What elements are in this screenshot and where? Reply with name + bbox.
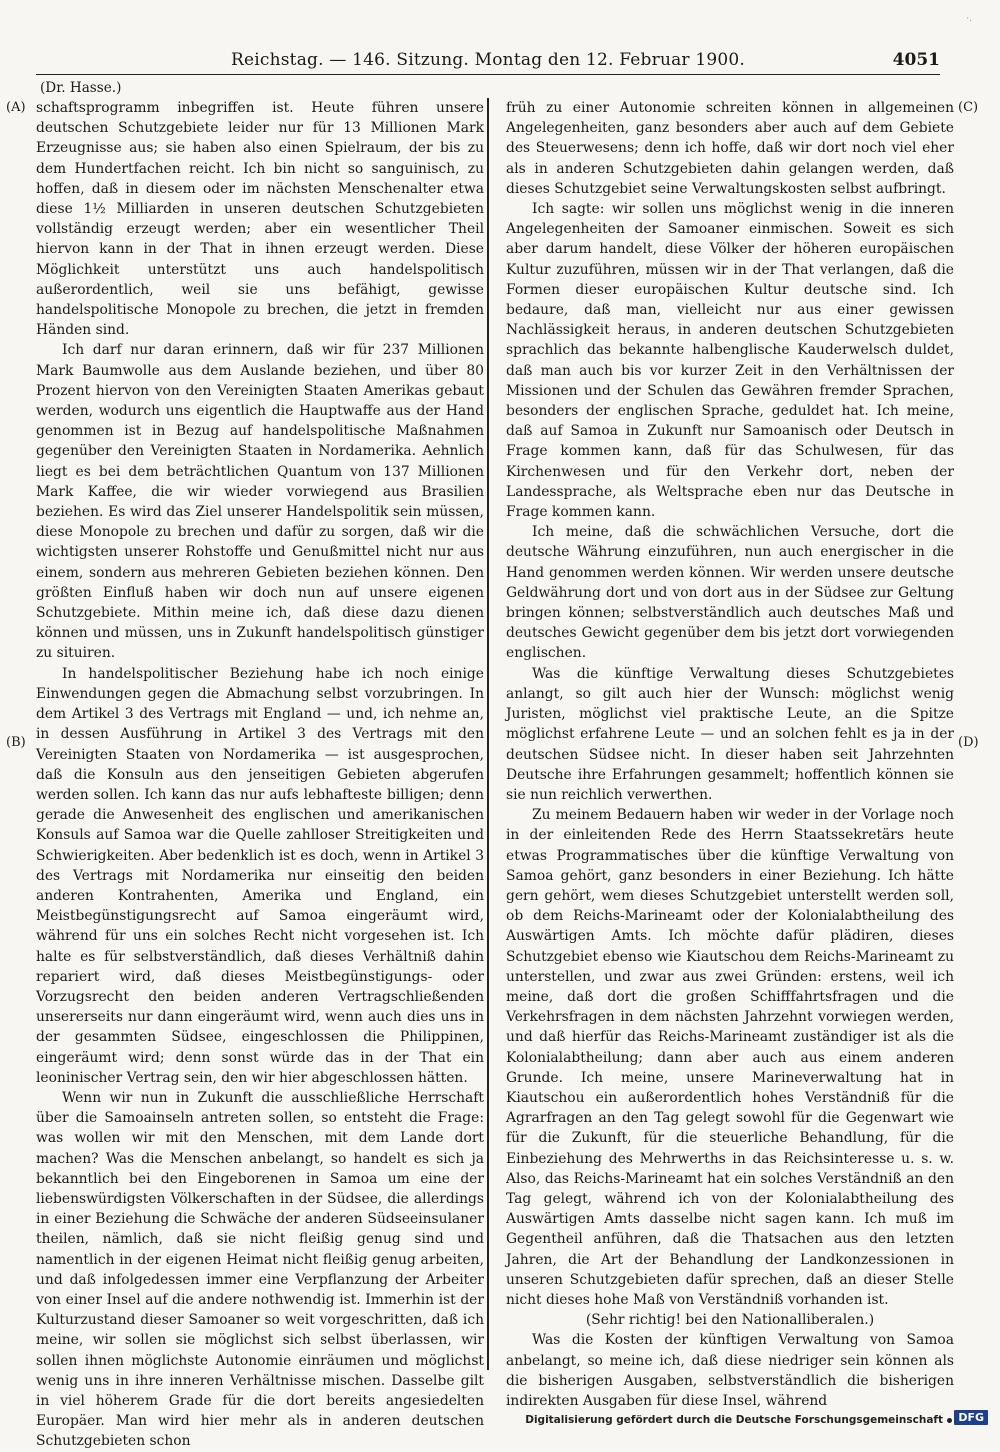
bullet-icon <box>947 1418 952 1423</box>
right-column <box>506 98 954 1411</box>
page-number: 4051 <box>892 50 940 70</box>
paragraph: Ich sagte: wir sollen uns möglichst wenig in die inneren Angelegenheiten der Samoaner einmischen. Soweit es sich aber darum handelt, diese Völker der höheren europäischen Kultur zuzuführen, müssen wir in der That verlangen, daß die Formen dieser europäischen Kultur deutsche sind. Ich bedaure, daß man, vielleicht nur aus einer gewissen Nachlässigkeit heraus, in anderen deutschen Schutzgebieten sprachlich das bekannte halbenglische Kauderwelsch duldet, daß man auch bis vor kurzer Zeit in den Verhältnissen der Missionen und der Schulen das Gewähren fremder Sprachen, besonders der englischen Sprache, geduldet hat. Ich meine, daß auf Samoa in Zukunft nur Samoanisch oder Deutsch in Frage kommen kann, daß für das Schulwesen, für das Kirchenwesen und für den Verkehr dort, neben der Landessprache, als Weltsprache eben nur das Deutsche in Frage kommen kann. <box>506 201 954 521</box>
header-title: Reichstag. — 146. Sitzung. Montag den 12. Februar 1900. <box>230 50 746 70</box>
credit-text: Digitalisierung gefördert durch die Deutsche Forschungsgemeinschaft <box>525 1414 943 1426</box>
paragraph: Was die Kosten der künftigen Verwaltung von Samoa anbelangt, so meine ich, daß diese niedriger sein können als die bisherigen Ausgaben, selbstverständlich die bisherigen indirekten Ausgaben für diese Insel, während <box>506 1332 954 1409</box>
column-divider <box>487 98 489 1370</box>
digitization-credit <box>525 1414 956 1426</box>
paragraph: Ich darf nur daran erinnern, daß wir für 237 Millionen Mark Baumwolle aus dem Auslande beziehen, und über 80 Prozent hiervon von den Vereinigten Staaten Amerikas gebaut werden, wodurch uns eigentlich die Hauptwaffe aus der Hand genommen ist in Bezug auf handelspolitische Maßnahmen gegenüber den Vereinigten Staaten in Nordamerika. Aehnlich liegt es bei dem beträchtlichen Quantum von 137 Millionen Mark Kaffee, die wir wieder vorwiegend aus Brasilien beziehen. Es wird das Ziel unserer Handelspolitik sein müssen, diese Monopole zu brechen und dafür zu sorgen, daß wir die wichtigsten unserer Rohstoffe und Genußmittel nicht nur aus einem, sondern aus mehreren Gebieten beziehen können. Den größten Einfluß haben wir doch nun auf unsere eigenen Schutzgebiete. Mithin meine ich, daß diese dazu dienen können und müssen, uns in Zukunft handelspolitisch günstiger zu situiren. <box>36 342 484 662</box>
margin-marker-d: (D) <box>958 735 979 750</box>
dfg-logo: DFG <box>954 1410 988 1425</box>
paragraph: früh zu einer Autonomie schreiten können in allgemeinen Angelegenheiten, ganz besonders aber auch auf dem Gebiete des Steuerwesens; denn ich hoffe, daß wir dort noch viel eher als in anderen Schutzgebieten dahin gelangen werden, daß dieses Schutzgebiet seine Verwaltungskosten selbst aufbringt. <box>506 100 954 197</box>
paragraph: In handelspolitischer Beziehung habe ich noch einige Einwendungen gegen die Abmachung selbst vorzubringen. In dem Artikel 3 des Vertrags mit England — und, ich nehme an, in dessen Ausführung in Artikel 3 des Vertrags mit den Vereinigten Staaten von Nordamerika — ist ausgesprochen, daß die Konsuln aus den jenseitigen Gebieten abgerufen werden sollen. Ich kann das nur aufs lebhafteste billigen; denn gerade die Anwesenheit des englischen und amerikanischen Konsuls auf Samoa war die Quelle zahlloser Streitigkeiten und Schwierigkeiten. Aber bedenklich ist es doch, wenn in Artikel 3 des Vertrags mit Nordamerika nur einseitig den beiden anderen Kontrahenten, Amerika und England, ein Meistbegünstigungsrecht auf Samoa eingeräumt wird, während für uns ein solches Recht nicht vorgesehen ist. Ich halte es für selbstverständlich, daß dieses Verhältniß dahin repariert wird, daß dieses Meistbegünstigungs- oder Vorzugsrecht den beiden anderen Vertragschließenden unsererseits nur dann eingeräumt wird, wenn auch dies uns in der gesammten Südsee, eingeschlossen die Philippinen, eingeräumt wird; denn sonst würde das in der That ein leoninischer Vertrag sein, den wir hier abgeschlossen hätten. <box>36 665 484 1086</box>
paragraph: Was die künftige Verwaltung dieses Schutzgebietes anlangt, so gilt auch hier der Wunsch: möglichst wenig Juristen, möglichst viel praktische Leute, an die Spitze möglichst erfahrene Leute — und an solchen fehlt es ja in der deutschen Südsee nicht. In dieser haben seit Jahrzehnten Deutsche ihre Erfahrungen gesammelt; hoffentlich können sie sie nun reichlich verwerthen. <box>506 665 954 803</box>
paragraph: Wenn wir nun in Zukunft die ausschließliche Herrschaft über die Samoainseln antreten sollen, so entsteht die Frage: was wollen wir mit den Menschen, mit dem Lande dort machen? Was die Menschen anbelangt, so handelt es sich ja bekanntlich bei den Eingeborenen in Samoa um eine der liebenswürdigsten Völkerschaften in der Südsee, die allerdings in einer Beziehung die Schwäche der anderen Südseeinsulaner theilen, nämlich, daß sie nicht fleißig genug sind und namentlich in der eigenen Heimat nicht fleißig genug arbeiten, und daß infolgedessen immer eine Verpflanzung der Arbeiter von einer Insel auf die andere nothwendig ist. Immerhin ist der Kulturzustand dieser Samoaner so weit vorgeschritten, daß ich meine, wir sollen sie möglichst sich selbst überlassen, wir sollen ihnen möglichste Autonomie einräumen und möglichst wenig uns in ihre inneren Verhältnisse mischen. Dasselbe gilt in viel höherem Grade für die dort bereits angesiedelten Europäer. Man wird hier mehr als in anderen deutschen Schutzgebieten schon <box>36 1089 484 1450</box>
paragraph: Ich meine, daß die schwächlichen Versuche, dort die deutsche Währung einzuführen, nun auch energischer in die Hand genommen werden können. Wir werden unsere deutsche Geldwährung dort und von dort aus in der Südsee zur Geltung bringen können; selbstverständlich auch deutsches Maß und deutsches Gewicht gegenüber dem bis jetzt dort vorwiegenden englischen. <box>506 524 954 662</box>
margin-marker-a: (A) <box>6 100 26 115</box>
margin-marker-c: (C) <box>958 100 979 115</box>
page-header <box>36 48 940 75</box>
interjection: (Sehr richtig! bei den Nationalliberalen.) <box>585 1312 875 1329</box>
paragraph: Zu meinem Bedauern haben wir weder in der Vorlage noch in der einleitenden Rede des Herrn Staatssekretärs heute etwas Programmatisches über die künftige Verwaltung von Samoa gehört, ganz besonders in einer Beziehung. Ich hätte gern gehört, wem dieses Schutzgebiet unterstellt werden soll, ob dem Reichs-Marineamt oder der Kolonialabtheilung des Auswärtigen Amts. Ich möchte dafür plädiren, dieses Schutzgebiet ebenso wie Kiautschou dem Reichs-Marineamt zu unterstellen, und zwar aus zwei Gründen: erstens, weil ich meine, daß dort die großen Schifffahrtsfragen und die Verkehrsfragen in dem nächsten Jahrzehnt vorwiegen werden, und daß hierfür das Reichs-Marineamt zuständiger ist als die Kolonialabtheilung; dann aber auch aus einem anderen Grunde. Ich meine, unsere Marineverwaltung hat in Kiautschou ein außerordentlich hohes Verständniß für die Agrarfragen an den Tag gelegt sowohl für die Gegenwart wie für die Zukunft, für die steuerliche Behandlung, für die Einbeziehung des Mehrwerths in das Reichsinteresse u. s. w. Also, das Reichs-Marineamt hat ein solches Verständniß an den Tag gelegt, während ich von der Kolonialabtheilung des Auswärtigen Amts dasselbe nicht sagen kann. Ich muß im Gegentheil anführen, daß die Thatsachen aus den letzten Jahren, die Art der Behandlung der Landkonzessionen in unseren Schutzgebieten dafür sprechen, daß an dieser Stelle nicht dieses hohe Maß von Verständniß vorhanden ist. <box>506 807 954 1308</box>
scan-mark: ·. <box>966 14 972 24</box>
margin-marker-b: (B) <box>6 735 26 750</box>
paragraph: schaftsprogramm inbegriffen ist. Heute führen unsere deutschen Schutzgebiete leider nur für 13 Millionen Mark Erzeugnisse aus; sie haben also einen Spielraum, der bis zu dem Hundertfachen reicht. Ich bin nicht so sanguinisch, zu hoffen, daß in diesem oder im nächsten Menschenalter etwa diese 1½ Milliarden in unseren deutschen Schutzgebieten vollständig erzeugt werden; aber ein wesentlicher Theil hiervon kann in der That in ihnen erzeugt werden. Diese Möglichkeit unterstützt uns auch handelspolitisch außerordentlich, weil sie uns befähigt, gewisse handelspolitische Monopole zu brechen, die jetzt in fremden Händen sind. <box>36 100 484 339</box>
speaker-label: (Dr. Hasse.) <box>40 80 122 96</box>
left-column <box>36 98 484 1452</box>
